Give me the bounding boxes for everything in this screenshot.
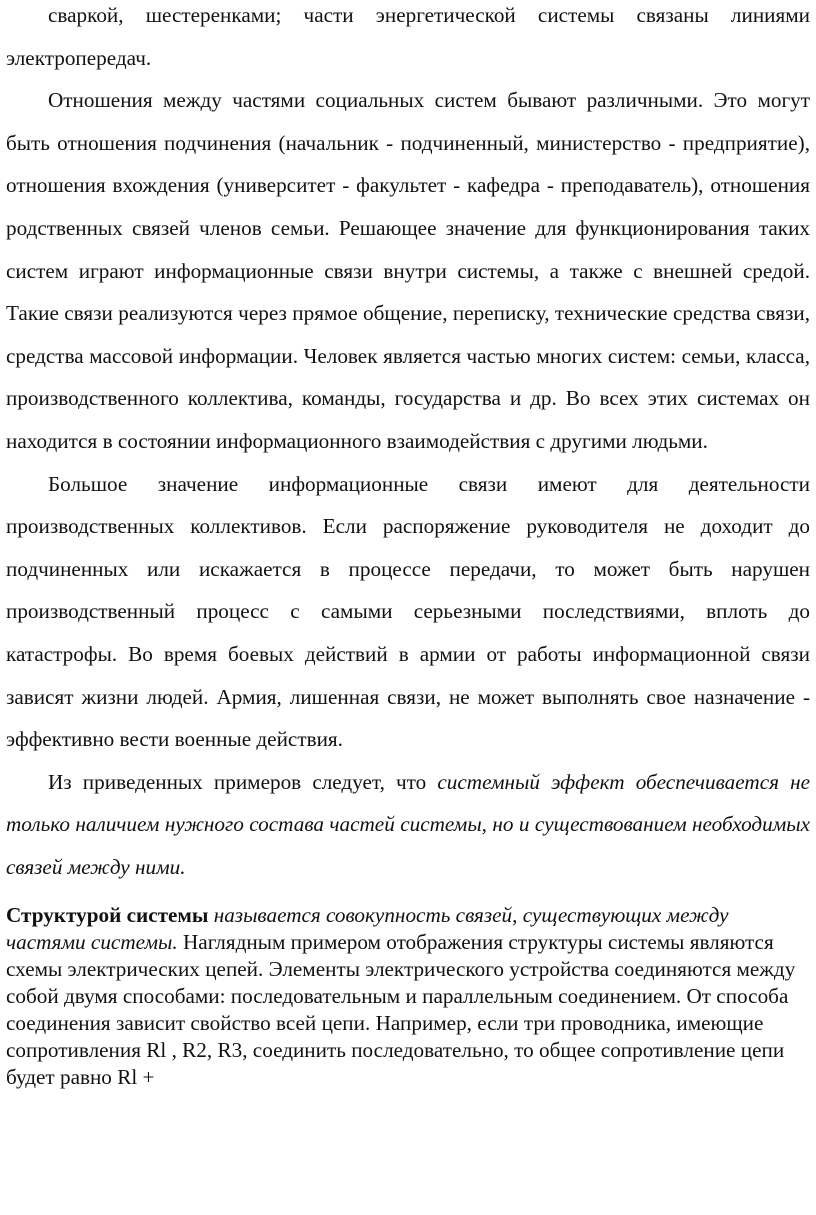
term-structure: Структурой системы (6, 903, 209, 928)
paragraph-structure-definition (6, 902, 810, 1090)
paragraph-production-collectives (6, 463, 810, 761)
paragraph-text: Отношения между частями социальных систем бывают различными. Это могут быть отношения подчинения (начальник - подчиненный, министерство - предприятие), отношения вхождения (университет - факультет - кафедра - преподаватель), отношения родственных связей членов семьи. Решающее значение для функционирования таких систем играют информационные связи внутри системы, а также с внешней средой. Такие связи реализуются через прямое общение, переписку, технические средства связи, средства массовой информации. Человек является частью многих систем: семьи, класса, производственного коллектива, команды, государства и др. Во всех этих системах он находится в состоянии информационного взаимодействия с другими людьми. (6, 88, 810, 453)
paragraph-energy-systems (6, 0, 810, 79)
paragraph-social-systems (6, 79, 810, 462)
paragraph-lead-text: Из приведенных примеров следует, что (48, 769, 438, 794)
paragraph-system-effect (6, 761, 810, 889)
paragraph-italic-text: системный эффект обеспечивается не только наличием нужного состава частей системы, но и существованием необходимых связей между ними. (6, 769, 810, 879)
paragraph-text: сваркой, шестеренками; части энергетической системы связаны линиями электропередач. (6, 3, 810, 70)
definition-text: называется совокупность связей, существующих между частями системы. (6, 903, 729, 955)
paragraph-text: Наглядным примером отображения структуры системы являются схемы электрических цепей. Элементы электрического устройства соединяются между собой двумя способами: последовательным и параллельным соединением. От способа соединения зависит свойство всей цепи. Например, если три проводника, имеющие сопротивления Rl , R2, R3, соединить последовательно, то общее сопротивление цепи будет равно Rl + (6, 930, 796, 1089)
paragraph-text: Большое значение информационные связи имеют для деятельности производственных коллективов. Если распоряжение руководителя не доходит до подчиненных или искажается в процессе передачи, то может быть нарушен производственный процесс с самыми серьезными последствиями, вплоть до катастрофы. Во время боевых действий в армии от работы информационной связи зависят жизни людей. Армия, лишенная связи, не может выполнять свое назначение - эффективно вести военные действия. (6, 471, 810, 752)
